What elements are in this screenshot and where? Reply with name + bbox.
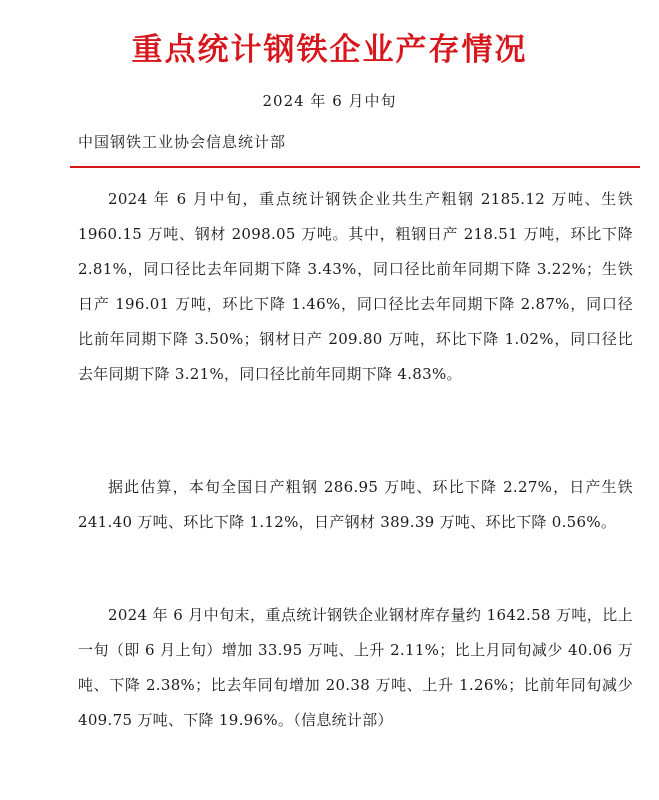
paragraph-production: 2024 年 6 月中旬，重点统计钢铁企业共生产粗钢 2185.12 万吨、生铁 1960.15 万吨、钢材 2098.05 万吨。其中，粗钢日产 218.51 万吨，环比下降 2.81%，同口径比去年同期下降 3.43%，同口径比前年同期下降 3.22%；生铁日产 196.01 万吨，环比下降 1.46%，同口径比去年同期下降 2.87%，同口径比前年同期下降 3.50%；钢材日产 209.80 万吨，环比下降 1.02%，同口径比去年同期下降 3.21%，同口径比前年同期下降 4.83%。 bbox=[78, 190, 633, 383]
document-title: 重点统计钢铁企业产存情况 bbox=[131, 32, 528, 68]
document-date: 2024 年 6 月中旬 bbox=[262, 92, 397, 110]
header-divider bbox=[70, 166, 640, 168]
paragraph-inventory: 2024 年 6 月中旬末，重点统计钢铁企业钢材库存量约 1642.58 万吨，比上一旬（即 6 月上旬）增加 33.95 万吨、上升 2.11%；比上月同旬减少 40.06 万吨、下降 2.38%；比去年同旬增加 20.38 万吨、上升 1.26%；比前年同旬减少 409.75 万吨、下降 19.96%。（信息统计部） bbox=[78, 606, 633, 729]
document-issuer: 中国钢铁工业协会信息统计部 bbox=[78, 133, 287, 151]
paragraph-national-estimate: 据此估算，本旬全国日产粗钢 286.95 万吨、环比下降 2.27%，日产生铁 241.40 万吨、环比下降 1.12%，日产钢材 389.39 万吨、环比下降 0.56%。 bbox=[78, 478, 633, 531]
